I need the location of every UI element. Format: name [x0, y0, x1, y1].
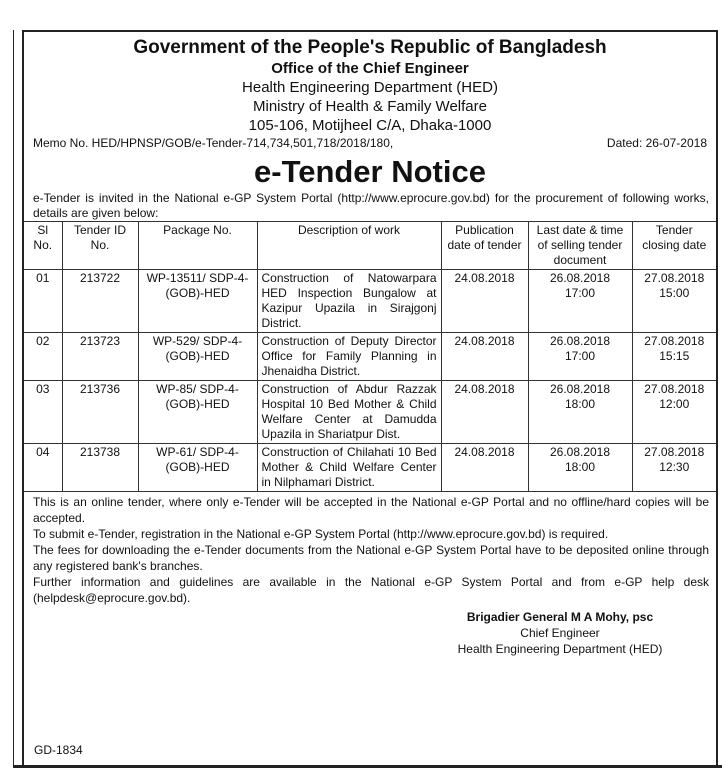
- cell-closing: [632, 333, 716, 381]
- col-header-description: Description of work: [257, 222, 441, 270]
- footer-note-registration: To submit e-Tender, registration in the National e-GP System Portal (http://www.eprocure.gov.bd) is required.: [33, 527, 609, 541]
- cell-tender-id: 213738: [62, 444, 138, 492]
- memo-number: Memo No. HED/HPNSP/GOB/e-Tender-714,734,501,718/2018/180,: [33, 136, 394, 150]
- cell-tender-id: 213723: [62, 333, 138, 381]
- cell-publication: 24.08.2018: [441, 270, 528, 333]
- col-header-publication: Publication date of tender: [441, 222, 528, 270]
- cell-publication: 24.08.2018: [441, 333, 528, 381]
- footer-note-fees: The fees for downloading the e-Tender documents from the National e-GP System Portal have to be deposited online through any registered bank's branches.: [33, 543, 709, 573]
- closing-date: 27.08.2018: [644, 382, 705, 396]
- col-header-package: Package No.: [138, 222, 257, 270]
- table-row: [24, 333, 716, 381]
- cell-sl: 03: [24, 381, 62, 444]
- last-date: 26.08.2018: [549, 445, 611, 459]
- cell-publication: 24.08.2018: [441, 381, 528, 444]
- cell-package: WP-85/ SDP-4-(GOB)-HED: [138, 381, 257, 444]
- ministry-name: Ministry of Health & Family Welfare: [253, 98, 487, 115]
- cell-last-date: [528, 333, 632, 381]
- cell-description: Construction of Abdur Razzak Hospital 10 Bed Mother & Child Welfare Center at Damudda Upazila in Shariatpur Dist.: [257, 381, 441, 444]
- office-address: 105-106, Motijheel C/A, Dhaka-1000: [248, 117, 492, 134]
- cell-closing: [632, 444, 716, 492]
- cell-package: WP-529/ SDP-4-(GOB)-HED: [138, 333, 257, 381]
- cell-tender-id: 213722: [62, 270, 138, 333]
- footer-note-helpdesk: Further information and guidelines are available in the National e-GP System Portal and from e-GP help desk (helpdesk@eprocure.gov.bd).: [33, 575, 709, 605]
- closing-date: 27.08.2018: [644, 445, 705, 459]
- closing-date: 27.08.2018: [644, 334, 705, 348]
- cell-closing: [632, 270, 716, 333]
- left-margin-line: [13, 30, 14, 765]
- cell-last-date: [528, 270, 632, 333]
- cell-last-date: [528, 444, 632, 492]
- last-time: 18:00: [564, 397, 596, 411]
- cell-description: Construction of Natowarpara HED Inspection Bungalow at Kazipur Upazila in Sirajgonj District.: [257, 270, 441, 333]
- signatory-designation: Chief Engineer: [520, 626, 600, 640]
- table-row: [24, 444, 716, 492]
- closing-time: 12:30: [659, 460, 690, 474]
- col-header-sl: Sl No.: [24, 222, 62, 270]
- last-date: 26.08.2018: [549, 382, 611, 396]
- letterhead: [24, 37, 716, 135]
- closing-date: 27.08.2018: [644, 271, 705, 285]
- footer-notes: [24, 492, 716, 606]
- last-date: 26.08.2018: [549, 271, 611, 285]
- cell-package: WP-61/ SDP-4-(GOB)-HED: [138, 444, 257, 492]
- cell-last-date: [528, 381, 632, 444]
- bottom-rule: [13, 765, 722, 768]
- government-title: Government of the People's Republic of Bangladesh: [133, 37, 607, 58]
- closing-time: 15:15: [659, 349, 690, 363]
- intro-text: e-Tender is invited in the National e-GP System Portal (http://www.eprocure.gov.bd) for the procurement of following works, details are given below:: [33, 191, 709, 220]
- memo-row: [24, 136, 716, 150]
- memo-date: Dated: 26-07-2018: [606, 136, 707, 150]
- notice-frame: [22, 30, 718, 765]
- col-header-last-date: Last date & time of selling tender document: [528, 222, 632, 270]
- table-row: [24, 270, 716, 333]
- cell-sl: 02: [24, 333, 62, 381]
- last-date: 26.08.2018: [549, 334, 611, 348]
- cell-description: Construction of Deputy Director Office for Family Planning in Jhenaidha District.: [257, 333, 441, 381]
- tender-table: [24, 221, 716, 492]
- footer-note-online: This is an online tender, where only e-Tender will be accepted in the National e-GP Portal and no offline/hard copies will be accepted.: [33, 495, 709, 525]
- cell-publication: 24.08.2018: [441, 444, 528, 492]
- cell-sl: 04: [24, 444, 62, 492]
- last-time: 17:00: [564, 286, 596, 300]
- col-header-closing: Tender closing date: [632, 222, 716, 270]
- table-row: [24, 381, 716, 444]
- closing-time: 12:00: [659, 397, 690, 411]
- cell-description: Construction of Chilahati 10 Bed Mother & Child Welfare Center in Nilphamari District.: [257, 444, 441, 492]
- last-time: 18:00: [564, 460, 596, 474]
- last-time: 17:00: [564, 349, 596, 363]
- col-header-tender-id: Tender ID No.: [62, 222, 138, 270]
- signatory-name: Brigadier General M A Mohy, psc: [466, 610, 654, 624]
- cell-tender-id: 213736: [62, 381, 138, 444]
- closing-time: 15:00: [659, 286, 690, 300]
- cell-sl: 01: [24, 270, 62, 333]
- department-name: Health Engineering Department (HED): [242, 79, 498, 96]
- cell-package: WP-13511/ SDP-4-(GOB)-HED: [138, 270, 257, 333]
- reference-code: GD-1834: [34, 743, 83, 757]
- table-header-row: [24, 222, 716, 270]
- signatory-department: Health Engineering Department (HED): [457, 642, 663, 656]
- cell-closing: [632, 381, 716, 444]
- office-title: Office of the Chief Engineer: [271, 60, 469, 77]
- signature-block: [404, 609, 716, 657]
- notice-title: e-Tender Notice: [254, 154, 486, 189]
